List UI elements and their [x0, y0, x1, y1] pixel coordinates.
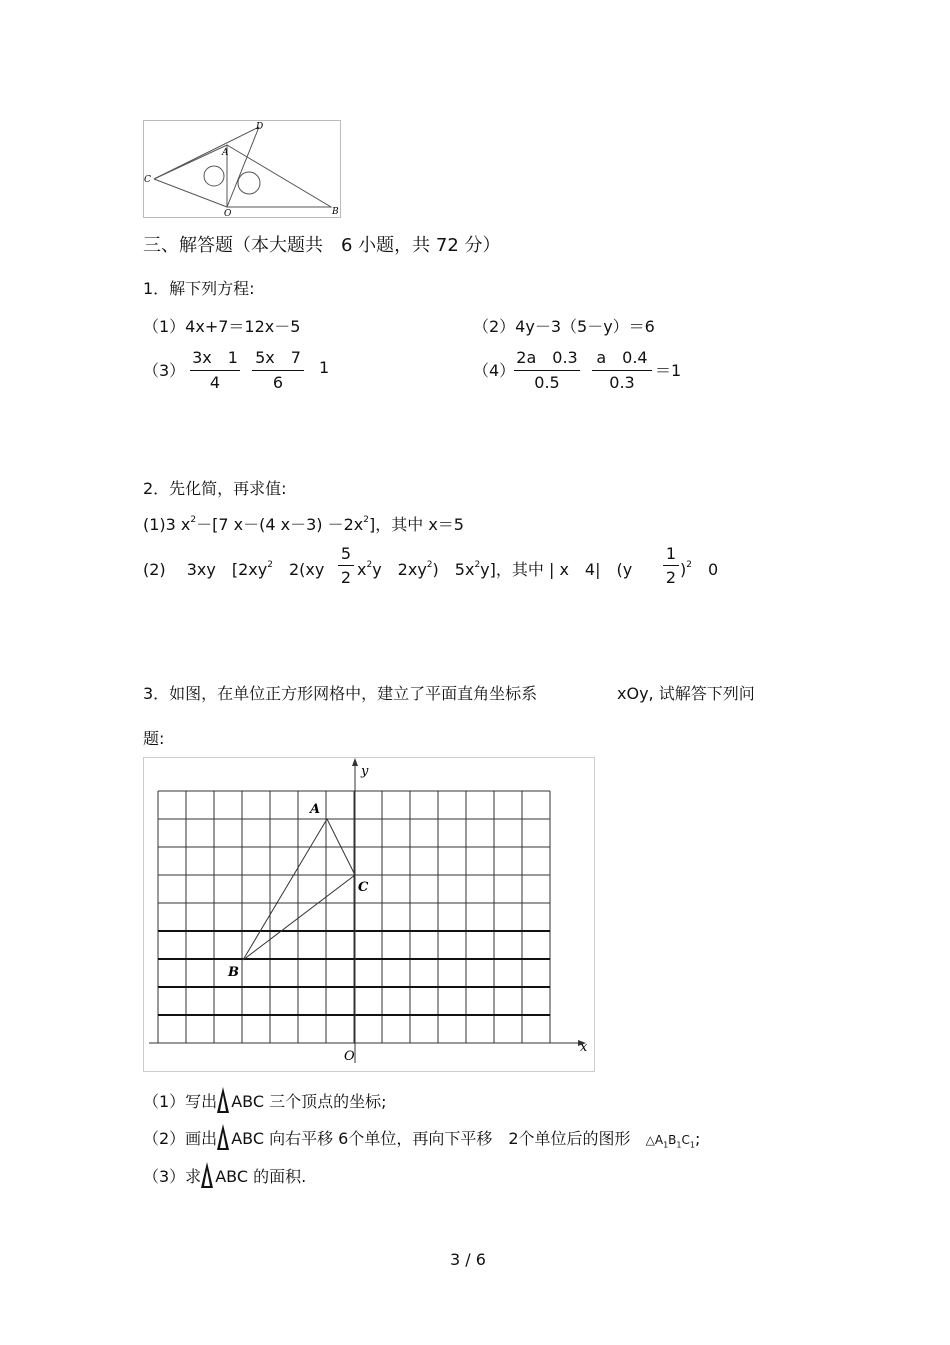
q1-title: 1．解下列方程: [143, 279, 255, 298]
q2-part1-text-c: ]，其中 x＝5 [369, 515, 464, 534]
triangle-symbol-icon [217, 1124, 229, 1150]
fraction-numerator: 5 [340, 544, 352, 563]
q1-part3-rhs: 1 [319, 358, 330, 377]
q2-part2-exp-1: 2 [267, 560, 273, 570]
fraction-denominator: 6 [272, 373, 284, 392]
q2-part2-text-e: ) 5x [432, 560, 475, 579]
tri-c: C [681, 1133, 690, 1147]
q1-part4-rhs: ＝1 [655, 361, 682, 380]
kite-diagram [144, 121, 340, 217]
fraction-denominator: 0.5 [534, 373, 560, 392]
fraction-numerator: 5x 7 [255, 348, 301, 367]
tri-sub-1: 1 [663, 1140, 669, 1150]
q3-sub3-text: ABC 的面积. [215, 1167, 307, 1186]
kite-label-o: O [224, 209, 232, 217]
figure-kite [143, 120, 341, 218]
q2-part2-text-a: (2) 3xy [2xy [143, 560, 268, 579]
tri-b: B [668, 1133, 677, 1147]
q2-part2-text-c: x [357, 560, 367, 579]
q3-title-c: 题: [143, 729, 165, 748]
q3-sub1 [143, 1087, 386, 1113]
q1-part4-fraction-1 [514, 345, 580, 392]
q2-part2-exp-5: 2 [686, 560, 692, 570]
grid-label-a: A [310, 802, 321, 817]
q3-sub3 [143, 1162, 306, 1188]
q3-sub3-prefix: （3）求 [143, 1167, 202, 1186]
fraction-numerator: 1 [665, 544, 677, 563]
q2-part2-text-b: 2(xy [272, 560, 325, 579]
coordinate-grid-figure [143, 757, 595, 1072]
q2-part2-exp-4: 2 [474, 560, 481, 570]
q2-title: 2．先化简，再求值: [143, 479, 287, 498]
q3-sub2-end: ; [694, 1129, 701, 1148]
q2-part1-text-b: －[7 x－(4 x－3) －2x [196, 515, 364, 534]
q3-sub2-prefix: （2）画出 [143, 1129, 218, 1148]
triangle-symbol-icon [217, 1087, 229, 1113]
kite-label-c: C [144, 175, 151, 185]
q1-part4-label: （4） [473, 361, 516, 380]
q2-part2-text-i: 0 [691, 560, 719, 579]
kite-label-d: D [256, 122, 264, 132]
triangle-symbol-icon [201, 1162, 213, 1188]
q2-part2-exp-2: 2 [366, 560, 373, 570]
tri-a: △A [645, 1133, 664, 1147]
q1-part3-fraction-2 [252, 345, 304, 392]
fraction-numerator: a 0.4 [596, 348, 648, 367]
q1-part1: （1）4x+7＝12x－5 [143, 317, 301, 336]
q2-part1-exp-1: 2 [190, 515, 197, 525]
fraction-numerator: 2a 0.3 [516, 348, 578, 367]
q2-part2-text-d: y 2xy [372, 560, 427, 579]
q2-part1-exp-2: 2 [363, 515, 369, 525]
kite-label-b: B [332, 207, 339, 217]
q1-part3-fraction-1 [190, 345, 240, 392]
fraction-denominator: 2 [665, 568, 677, 587]
fraction-denominator: 0.3 [609, 373, 635, 392]
q1-part4-fraction-2 [592, 345, 652, 392]
q2-part2-exp-3: 2 [426, 560, 433, 570]
fraction-denominator: 2 [340, 568, 352, 587]
grid-label-y: y [361, 764, 369, 779]
q2-part2-fraction-2 [663, 544, 679, 587]
q3-sub2-result-triangle [645, 1133, 695, 1150]
grid-label-c: C [358, 880, 369, 895]
q2-part2-a [143, 557, 324, 580]
q3-sub1-prefix: （1）写出 [143, 1092, 218, 1111]
grid-label-o: O [344, 1049, 355, 1064]
grid-label-x: x [580, 1040, 588, 1055]
q2-part1 [143, 512, 464, 535]
kite-label-a: A [222, 148, 229, 158]
q1-part3-label: （3） [143, 361, 186, 380]
q2-part2-b [357, 557, 632, 580]
q3-sub1-text: ABC 三个顶点的坐标; [231, 1092, 387, 1111]
fraction-denominator: 4 [209, 373, 221, 392]
q2-part2-fraction-1 [338, 544, 354, 587]
page-number: 3 / 6 [450, 1250, 486, 1269]
grid-label-b: B [228, 965, 239, 980]
q3-sub2-text: ABC 向右平移 6个单位，再向下平移 2个单位后的图形 [231, 1129, 631, 1148]
coordinate-grid [144, 758, 594, 1071]
tri-sub-3: 1 [689, 1140, 695, 1150]
q2-part2-text-f: y]，其中 | x 4| (y [480, 560, 633, 579]
q3-sub2 [143, 1124, 700, 1150]
q1-part2: （2）4y－3（5－y）＝6 [473, 317, 655, 336]
q2-part2-text-h: ) [680, 560, 687, 579]
q2-part2-c [680, 557, 718, 580]
q3-title-a: 3．如图，在单位正方形网格中，建立了平面直角坐标系 [143, 684, 538, 703]
fraction-numerator: 3x 1 [192, 348, 238, 367]
q3-title-b: xOy, 试解答下列问 [617, 684, 755, 703]
q2-part1-text-a: (1)3 x [143, 515, 191, 534]
tri-sub-2: 1 [676, 1140, 682, 1150]
section-title: 三、解答题（本大题共 6 小题，共 72 分） [143, 235, 501, 256]
